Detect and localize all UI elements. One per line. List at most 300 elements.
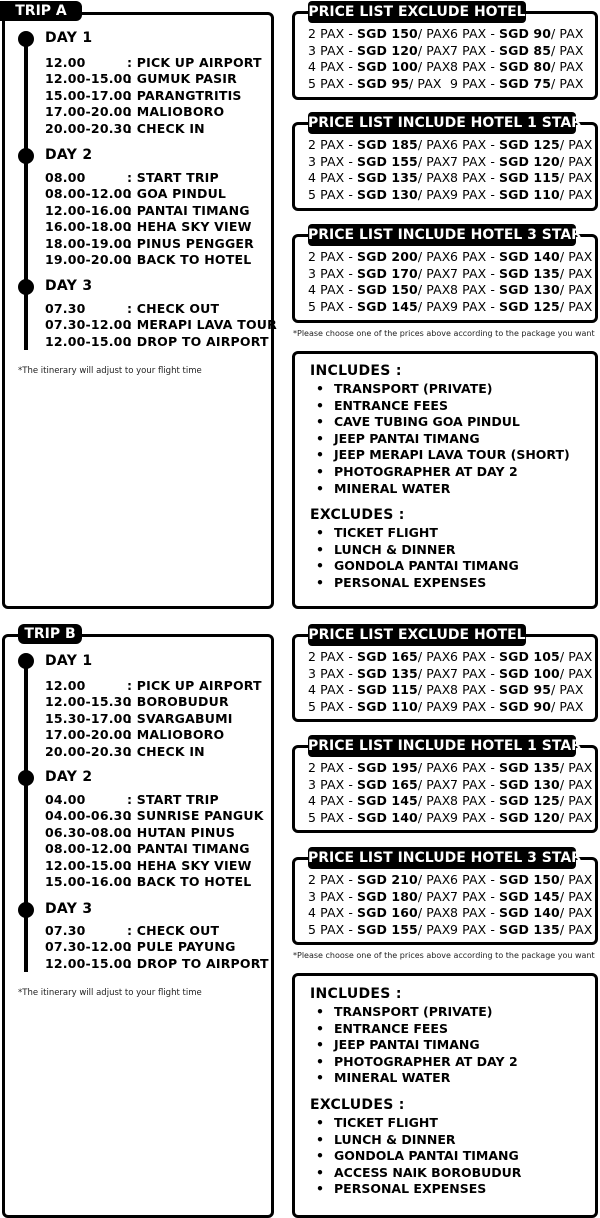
price-amount: SGD 105 [499,649,560,664]
price-row [308,170,592,187]
price-cell [450,649,592,666]
price-amount: SGD 90 [499,698,552,714]
trip-a-price-hotel3-grid [308,249,592,315]
price-cell [450,872,592,889]
price-row [308,59,592,76]
schedule-row [45,939,269,955]
price-pax: 6 PAX - [450,249,495,264]
price-pax: 5 PAX - [308,809,353,825]
price-unit: / PAX [559,888,593,904]
price-cell [450,43,592,60]
schedule-time: 17.00-20.00 [45,104,132,120]
price-amount: SGD 120 [499,153,560,169]
schedule-time: 19.00-20.00 [45,251,132,267]
schedule-time: 20.00-20.30 [45,743,132,759]
price-cell [450,170,592,187]
price-cell [450,793,592,810]
price-pax: 3 PAX - [308,888,353,904]
price-cell [450,282,592,299]
price-unit: / PAX [559,186,593,202]
trip-a-itinerary-note: *The itinerary will adjust to your flight time [18,366,202,376]
price-amount: SGD 155 [357,921,418,937]
price-unit: / PAX [559,298,593,314]
price-cell [308,666,450,683]
price-pax: 7 PAX - [450,776,495,792]
price-amount: SGD 140 [357,809,418,825]
price-pax: 4 PAX - [308,282,353,298]
price-pax: 4 PAX - [308,170,353,186]
trip-b-day3-schedule [45,923,269,972]
schedule-time: 12.00-15.00 [45,857,132,873]
schedule-time: 08.00 [45,170,86,185]
price-pax: 7 PAX - [450,153,495,169]
price-cell [450,760,592,777]
price-cell [308,699,450,716]
schedule-activity: : HEHA SKY VIEW [127,857,252,873]
price-unit: / PAX [551,682,584,698]
price-amount: SGD 75 [499,75,552,91]
schedule-time: 08.00-12.00 [45,841,132,857]
price-cell [450,187,592,204]
exclude-item: • GONDOLA PANTAI TIMANG [316,1148,521,1165]
price-unit: / PAX [551,698,584,714]
trip-b-day2-dot [18,770,34,786]
price-pax: 8 PAX - [450,793,495,809]
price-cell [450,266,592,283]
price-pax: 4 PAX - [308,905,353,921]
price-amount: SGD 150 [499,872,560,887]
exclude-item: • TICKET FLIGHT [316,1115,521,1132]
price-amount: SGD 120 [499,809,560,825]
price-unit: / PAX [417,137,451,152]
schedule-activity: : PICK UP AIRPORT [127,678,262,693]
price-row [308,699,592,716]
price-amount: SGD 85 [499,42,552,58]
price-unit: / PAX [559,905,593,921]
schedule-row [45,55,262,71]
schedule-row [45,923,269,939]
trip-a-price-hotel3-title: PRICE LIST INCLUDE HOTEL 3 STAR [308,224,576,246]
price-pax: 7 PAX - [450,665,495,681]
price-pax: 7 PAX - [450,888,495,904]
price-amount: SGD 130 [357,186,418,202]
price-amount: SGD 130 [499,282,560,298]
schedule-activity: : BACK TO HOTEL [127,873,252,889]
price-pax: 6 PAX - [450,137,495,152]
price-row [308,682,592,699]
price-pax: 5 PAX - [308,186,353,202]
price-amount: SGD 180 [357,888,418,904]
price-cell [308,76,450,93]
schedule-activity: : CHECK OUT [127,923,220,938]
schedule-time: 20.00-20.30 [45,120,132,136]
price-unit: / PAX [417,682,451,698]
schedule-time: 12.00 [45,55,86,70]
price-pax: 2 PAX - [308,760,353,775]
trip-b-day3-heading: DAY 3 [45,901,93,917]
schedule-row [45,170,254,186]
price-amount: SGD 210 [357,872,418,887]
price-amount: SGD 135 [357,170,418,186]
price-pax: 7 PAX - [450,265,495,281]
price-amount: SGD 160 [357,905,418,921]
schedule-time: 15.00-16.00 [45,873,132,889]
trip-b-excludes-title: EXCLUDES : [310,1096,405,1113]
price-pax: 6 PAX - [450,760,495,775]
price-pax: 9 PAX - [450,809,495,825]
price-pax: 3 PAX - [308,153,353,169]
price-amount: SGD 120 [357,42,418,58]
schedule-row [45,121,262,137]
schedule-time: 15.30-17.00 [45,710,132,726]
exclude-item: • LUNCH & DINNER [316,542,570,559]
price-pax: 3 PAX - [308,265,353,281]
include-item: • PHOTOGRAPHER AT DAY 2 [316,464,570,481]
schedule-time: 12.00-15.00 [45,71,132,87]
trip-a-price-hotel1-grid [308,137,592,203]
schedule-time: 16.00-18.00 [45,219,132,235]
schedule-row [45,711,262,727]
price-amount: SGD 125 [499,298,560,314]
schedule-activity: : CHECK OUT [127,301,220,316]
schedule-row [45,317,277,333]
trip-b-price-hotel3-title: PRICE LIST INCLUDE HOTEL 3 STAR [308,847,576,869]
price-cell [308,682,450,699]
price-cell [308,760,450,777]
schedule-activity: : CHECK IN [127,120,205,136]
price-row [308,760,592,777]
price-amount: SGD 135 [499,921,560,937]
price-amount: SGD 95 [499,682,552,698]
price-unit: / PAX [409,75,442,91]
trip-b-price-note: *Please choose one of the prices above according to the package you want [293,951,595,960]
price-amount: SGD 145 [357,298,418,314]
price-unit: / PAX [559,249,593,264]
schedule-activity: : START TRIP [127,170,219,185]
trip-a-includes-block [310,361,570,600]
trip-b-price-exclude-hotel-title: PRICE LIST EXCLUDE HOTEL [308,624,526,646]
trip-a-timeline-line [24,38,28,350]
exclude-item: • PERSONAL EXPENSES [316,1181,521,1198]
schedule-activity: : PANTAI TIMANG [127,841,250,857]
trip-b-price-hotel1-title: PRICE LIST INCLUDE HOTEL 1 STAR [308,735,576,757]
price-unit: / PAX [559,649,593,664]
trip-a-price-hotel1-title: PRICE LIST INCLUDE HOTEL 1 STAR [308,112,576,134]
schedule-activity: : MERAPI LAVA TOUR [127,317,277,333]
price-unit: / PAX [559,793,593,809]
trip-b-tag: TRIP B [18,624,82,644]
price-pax: 4 PAX - [308,793,353,809]
schedule-row [45,334,277,350]
schedule-activity: : PICK UP AIRPORT [127,55,262,70]
price-amount: SGD 135 [499,760,560,775]
price-row [308,43,592,60]
price-unit: / PAX [417,776,451,792]
trip-a-day1-schedule [45,55,262,137]
schedule-row [45,104,262,120]
price-amount: SGD 115 [499,170,560,186]
schedule-row [45,825,264,841]
schedule-row [45,727,262,743]
price-amount: SGD 90 [499,26,552,41]
schedule-row [45,956,269,972]
trip-b-day2-heading: DAY 2 [45,769,93,785]
schedule-time: 07.30-12.00 [45,317,132,333]
price-amount: SGD 145 [357,793,418,809]
price-pax: 2 PAX - [308,872,353,887]
schedule-activity: : GOA PINDUL [127,186,227,202]
price-cell [308,59,450,76]
price-cell [308,187,450,204]
price-amount: SGD 135 [499,265,560,281]
trip-a-includes-title: INCLUDES : [310,363,402,379]
exclude-item: • GONDOLA PANTAI TIMANG [316,558,570,575]
trip-a-price-exclude-hotel-grid [308,26,592,92]
include-item: • TRANSPORT (PRIVATE) [316,381,570,398]
trip-a-excludes-list [316,525,570,591]
price-cell [308,872,450,889]
price-cell [450,810,592,827]
exclude-item: • LUNCH & DINNER [316,1132,521,1149]
price-row [308,872,592,889]
price-amount: SGD 115 [357,682,418,698]
price-amount: SGD 110 [357,698,418,714]
exclude-item: • TICKET FLIGHT [316,525,570,542]
exclude-item: • PERSONAL EXPENSES [316,575,570,592]
price-row [308,666,592,683]
price-unit: / PAX [551,75,584,91]
price-row [308,649,592,666]
schedule-row [45,186,254,202]
price-unit: / PAX [559,872,593,887]
trip-b-price-hotel3-grid [308,872,592,938]
price-pax: 6 PAX - [450,649,495,664]
price-unit: / PAX [551,26,584,41]
trip-a-day3-heading: DAY 3 [45,278,93,294]
include-item: • ENTRANCE FEES [316,1021,521,1038]
price-cell [308,266,450,283]
price-cell [308,282,450,299]
trip-a-day3-schedule [45,301,277,350]
price-amount: SGD 110 [499,186,560,202]
price-pax: 2 PAX - [308,649,353,664]
schedule-activity: : HUTAN PINUS [127,824,236,840]
price-pax: 3 PAX - [308,665,353,681]
price-unit: / PAX [417,170,451,186]
price-row [308,76,592,93]
schedule-activity: : BACK TO HOTEL [127,251,252,267]
trip-b-day1-schedule [45,678,262,760]
schedule-activity: : SUNRISE PANGUK [127,808,264,824]
price-pax: 4 PAX - [308,682,353,698]
price-cell [308,137,450,154]
exclude-item: • ACCESS NAIK BOROBUDUR [316,1165,521,1182]
schedule-activity: : SVARGABUMI [127,710,233,726]
price-amount: SGD 150 [357,26,418,41]
price-unit: / PAX [559,665,593,681]
price-unit: / PAX [559,153,593,169]
schedule-activity: : DROP TO AIRPORT [127,955,269,971]
price-unit: / PAX [417,921,451,937]
price-cell [308,889,450,906]
price-pax: 2 PAX - [308,249,353,264]
price-cell [308,43,450,60]
price-amount: SGD 135 [357,665,418,681]
price-row [308,154,592,171]
price-pax: 3 PAX - [308,776,353,792]
schedule-activity: : PULE PAYUNG [127,939,236,955]
price-pax: 7 PAX - [450,42,495,58]
trip-b-price-exclude-hotel-grid [308,649,592,715]
price-unit: / PAX [559,760,593,775]
include-item: • JEEP MERAPI LAVA TOUR (SHORT) [316,447,570,464]
price-unit: / PAX [559,776,593,792]
price-amount: SGD 125 [499,793,560,809]
price-pax: 9 PAX - [450,921,495,937]
price-amount: SGD 150 [357,282,418,298]
schedule-row [45,841,264,857]
price-row [308,810,592,827]
schedule-row [45,792,264,808]
price-unit: / PAX [417,42,451,58]
include-item: • JEEP PANTAI TIMANG [316,1037,521,1054]
schedule-activity: : PANTAI TIMANG [127,202,250,218]
price-unit: / PAX [551,42,584,58]
schedule-activity: : CHECK IN [127,743,205,759]
price-row [308,889,592,906]
include-item: • PHOTOGRAPHER AT DAY 2 [316,1054,521,1071]
schedule-time: 12.00 [45,678,86,693]
trip-a-tag: TRIP A [0,1,82,21]
price-pax: 5 PAX - [308,75,353,91]
price-cell [308,649,450,666]
price-amount: SGD 170 [357,265,418,281]
schedule-row [45,744,262,760]
price-unit: / PAX [417,649,451,664]
schedule-time: 12.00-16.00 [45,202,132,218]
trip-a-price-note: *Please choose one of the prices above according to the package you want [293,329,595,338]
price-pax: 8 PAX - [450,59,495,75]
trip-a-includes-list [316,381,570,497]
trip-b-includes-title: INCLUDES : [310,986,402,1002]
price-amount: SGD 165 [357,776,418,792]
include-item: • MINERAL WATER [316,1070,521,1087]
price-amount: SGD 165 [357,649,418,664]
price-amount: SGD 95 [357,75,410,91]
price-cell [450,889,592,906]
schedule-activity: : PINUS PENGGER [127,235,254,251]
schedule-row [45,219,254,235]
schedule-row [45,678,262,694]
schedule-row [45,252,254,268]
price-pax: 3 PAX - [308,42,353,58]
price-unit: / PAX [417,59,451,75]
price-unit: / PAX [417,809,451,825]
price-unit: / PAX [559,170,593,186]
schedule-time: 06.30-08.00 [45,824,132,840]
price-unit: / PAX [417,153,451,169]
price-cell [450,249,592,266]
price-cell [308,905,450,922]
price-row [308,187,592,204]
price-pax: 5 PAX - [308,298,353,314]
price-cell [308,777,450,794]
include-item: • JEEP PANTAI TIMANG [316,431,570,448]
schedule-row [45,88,262,104]
price-amount: SGD 155 [357,153,418,169]
price-row [308,266,592,283]
schedule-activity: : PARANGTRITIS [127,87,242,103]
price-pax: 8 PAX - [450,905,495,921]
schedule-activity: : DROP TO AIRPORT [127,333,269,349]
schedule-row [45,301,277,317]
trip-b-price-hotel1-grid [308,760,592,826]
price-pax: 2 PAX - [308,137,353,152]
schedule-time: 04.00-06.30 [45,808,132,824]
schedule-time: 12.00-15.30 [45,694,132,710]
schedule-time: 04.00 [45,792,86,807]
price-unit: / PAX [417,186,451,202]
price-pax: 9 PAX - [450,298,495,314]
trip-a-day2-schedule [45,170,254,268]
schedule-time: 12.00-15.00 [45,333,132,349]
schedule-activity: : MALIOBORO [127,104,225,120]
trip-a-excludes-title: EXCLUDES : [310,507,405,524]
price-row [308,793,592,810]
schedule-time: 12.00-15.00 [45,955,132,971]
trip-a-day1-dot [18,31,34,47]
price-cell [450,682,592,699]
price-pax: 9 PAX - [450,186,495,202]
price-amount: SGD 200 [357,249,418,264]
price-pax: 2 PAX - [308,26,353,41]
price-row [308,282,592,299]
price-amount: SGD 125 [499,137,560,152]
price-pax: 8 PAX - [450,682,495,698]
trip-b-day2-schedule [45,792,264,890]
trip-b-day1-heading: DAY 1 [45,653,93,669]
price-cell [308,170,450,187]
price-pax: 6 PAX - [450,872,495,887]
price-cell [450,59,592,76]
trip-b-excludes-list [316,1115,521,1198]
price-pax: 4 PAX - [308,59,353,75]
trip-a-day2-heading: DAY 2 [45,147,93,163]
price-unit: / PAX [559,265,593,281]
trip-b-day3-dot [18,902,34,918]
price-unit: / PAX [417,760,451,775]
price-row [308,249,592,266]
price-row [308,137,592,154]
price-pax: 5 PAX - [308,698,353,714]
price-amount: SGD 100 [499,665,560,681]
price-cell [308,26,450,43]
schedule-time: 08.00-12.00 [45,186,132,202]
price-row [308,922,592,939]
include-item: • ENTRANCE FEES [316,398,570,415]
trip-a-day2-dot [18,148,34,164]
price-cell [308,810,450,827]
schedule-time: 07.30 [45,923,86,938]
schedule-row [45,203,254,219]
price-pax: 8 PAX - [450,170,495,186]
price-cell [450,154,592,171]
price-amount: SGD 130 [499,776,560,792]
price-cell [450,76,592,93]
price-cell [450,922,592,939]
price-cell [308,299,450,316]
price-unit: / PAX [417,905,451,921]
